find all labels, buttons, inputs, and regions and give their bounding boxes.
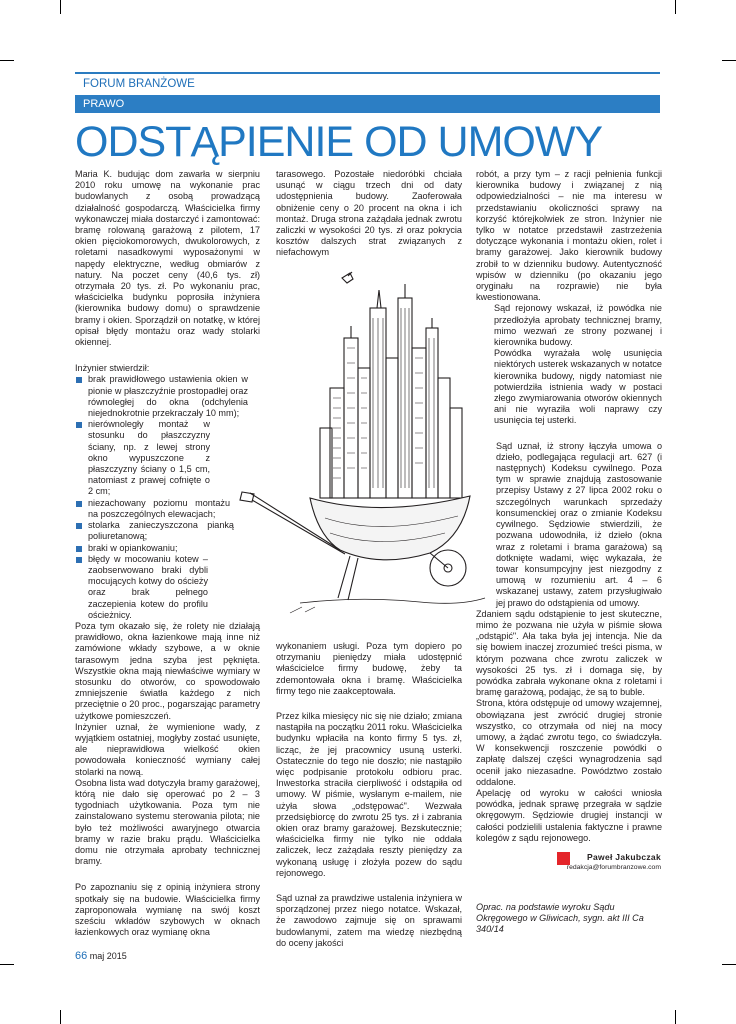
list-item: stolarka zanieczyszczona pianką poliuretanową;	[75, 520, 260, 542]
issue-date: maj 2015	[89, 951, 127, 961]
crop-mark	[675, 1010, 676, 1024]
list-item: brak prawidłowego ustawienia okien w pionie w płaszczyźnie prostopadłej oraz równoległej do okna (odchylenia niejednokrotnie przekraczały 10 mm);	[75, 374, 260, 419]
paragraph: Inżynier uznał, że wymienione wady, z wyjątkiem ostatniej, mogłyby zostać usunięte, ale nieprawidłowa wielkość okien powodowała konieczność wymiany całej stolarki na nową.	[75, 721, 260, 777]
paragraph: Powódka wyrażała wolę usunięcia niektórych usterek wskazanych w notatce kierownika budowy, nigdy natomiast nie potwierdziła istnienia wady w postaci złego zwymiarowania otworów okiennych ani nie wyraziła woli naprawy czy usunięcia tej usterki.	[494, 348, 662, 426]
list-item: braki w opiankowaniu;	[75, 543, 260, 554]
list-item: nierównoległy montaż w stosunku do płaszczyzny ściany, np. z lewej strony okno wypuszczone z płaszczyzny ściany o 1,5 cm, natomiast z prawej cofnięte o 2 cm;	[75, 419, 260, 497]
paragraph: Maria K. budując dom zawarła w sierpniu 2010 roku umowę na wykonanie prac budowlanych z osobą prowadzącą działalność gospodarczą. Właścicielka firmy wykonawczej miała dostarczyć i zamontować: bramę rolowaną garażową z pilotem, 17 okien pięciokomorowych, dwukolorowych, z roletami nasadkowymi wyposażonymi w napędy elektryczne, według obmiarów z natury. Na poczet ceny (40,6 tys. zł) otrzymała 20 tys. zł. Po wykonaniu prac, właścicielka budynku poprosiła inżyniera (kierownika budowy domu) o sprawdzenie bramy i okien. Sporządził on notatkę, w której opisał błędy montażu oraz wady stolarki okiennej.	[75, 169, 260, 348]
author-name: Paweł Jakubczak	[587, 852, 661, 862]
text-column-2-continued	[276, 641, 462, 949]
paragraph: Apelację od wyroku w całości wniosła powódka, jednak sprawę przegrała w sądzie okręgowym. Sędziowie drugiej instancji w całości podzielili ustalenia faktyczne i prawne kolegów z sądu rejonowego.	[476, 787, 662, 843]
paragraph: Strona, która odstępuje od umowy wzajemnej, obowiązana jest zwrócić drugiej stronie wszystko, co otrzymała od niej na mocy umowy, a żądać zwrotu tego, co świadczyła. W konsekwencji roszczenie powódki o zapłatę dalszej części wynagrodzenia sąd ocenił jako niezasadne. Powództwo zostało oddalone.	[476, 698, 663, 787]
paragraph: Przez kilka miesięcy nic się nie działo; zmiana nastąpiła na początku 2011 roku. Właścicielka budynku wpłaciła na konto firmy 5 tys. zł, licząc, że jej pracownicy usuną usterki. Ostatecznie do tego nie doszło; nie nastąpiło więc podpisanie protokołu odbioru prac. Inwestorka straciła cierpliwość i odstąpiła od umowy. W piśmie, wysłanym e-mailem, nie użyła słowa „odstępować". Wezwała przedsiębiorcę do zwrotu 25 tys. zł i zabrania okien oraz bramy garażowej. Bezskutecznie; właścicielka firmy nie tylko nie oddała zaliczek, lecz zażądała reszty pieniędzy za wykonaną usługę i złożyła pozew do sądu rejonowego.	[276, 711, 462, 878]
crop-mark	[0, 964, 14, 965]
page-number: 66	[75, 950, 88, 962]
section-header	[75, 72, 660, 97]
list-item: niezachowany poziomu montażu na poszczególnych elewacjach;	[75, 498, 260, 520]
subsection-header	[75, 95, 660, 113]
paragraph: wykonaniem usługi. Poza tym dopiero po otrzymaniu pieniędzy miała udostępnić właścicielce firmy budowę, żeby ta zdemontowała okna i bramę. Właścicielka firmy tego nie zaakceptowała.	[276, 641, 462, 696]
text-column-2	[276, 169, 462, 259]
crop-mark	[722, 964, 736, 965]
paragraph: Osobna lista wad dotyczyła bramy garażowej, którą nie dało się operować po 2 – 3 tygodniach użytkowania. Poza tym nie zainstalowano systemu sterowania pilota; nie było też możliwości awaryjnego otwarcia bramy w razie braku prądu. Właścicielka domu nie otrzymała aprobaty technicznej bramy.	[75, 777, 260, 867]
paragraph: Po zapoznaniu się z opinią inżyniera strony spotkały się na budowie. Właścicielka firmy zaproponowała wymianę na swój koszt sześciu wkładów szybowych w oknach łazienkowych oraz wymianę okna	[75, 882, 260, 938]
section-label: FORUM BRANŻOWE	[83, 78, 195, 90]
paragraph: robót, a przy tym – z racji pełnienia funkcji kierownika budowy i związanej z nią odpowiedzialności – nie ma interesu w przedstawianiu okoliczności sprawy na korzyść którejkolwiek ze stron. Inżynier nie tylko w notatce przedstawił zastrzeżenia dotyczące wykonania i montażu okien, rolet i bramy garażowej. Jako kierownik budowy zrobił to w dzienniku budowy. Autentyczność wpisów w dzienniku (po okazaniu jego oryginału na rozprawie) nie była kwestionowana.	[476, 169, 662, 303]
paragraph: Sąd uznał, iż strony łączyła umowa o dzieło, podlegająca regulacji art. 627 (i następnych) Kodeksu cywilnego. Poza tym w sprawie znajdują zastosowanie przepisy Ustawy z 27 lipca 2002 roku o szczególnych warunkach sprzedaży konsumenckiej oraz o zmianie Kodeksu cywilnego. Sędziowie stwierdzili, że pozwana udowodniła, iż dzieło (okna wraz z roletami i brama garażowa) są dotknięte wadami, więc wykazała, że towar konsumpcyjny jest niezgodny z umową w rozumieniu art. 4 – 6 wskazanej ustawy, zatem przysługiwało jej prawo do odstąpienia od umowy.	[496, 440, 662, 608]
paragraph: Sąd rejonowy wskazał, iż powódka nie przedłożyła aprobaty technicznej bramy, mimo wezwań ze strony pozwanej i kierownika budowy.	[494, 303, 662, 348]
text-column-3	[476, 169, 662, 844]
paragraph: tarasowego. Pozostałe niedoróbki chciała usunąć w ciągu trzech dni od daty udostępnienia budowy. Zaoferowała obniżenie ceny o 20 procent na okna i ich montaż. Druga strona zażądała jednak zwrotu zaliczki w wysokości 20 tys. zł oraz pokrycia kosztów dalszych strat związanych z niefachowym	[276, 169, 462, 258]
list-intro: Inżynier stwierdził:	[75, 363, 150, 374]
paragraph: Zdaniem sądu odstąpienie to jest skuteczne, mimo że pozwana nie użyła w piśmie słowa „odstąpić". Ała taka była jej intencja. Nie da się bowiem inaczej zrozumieć treści pisma, w którym pozwana chce zwrotu zaliczek w wysokości 25 tys. zł i domaga się, by powódka zabrała wykonane okna z roletami i bramę garażową, podając, że są to buble.	[476, 608, 662, 698]
paragraph: Poza tym okazało się, że rolety nie działają prawidłowo, okna łazienkowe mają inne niż zamówione wkłady szybowe, a w oknie tarasowym jedna szyba jest pęknięta. Wszystkie okna mają niewłaściwe wymiary w stosunku do otworów, co spowodowało zmniejszenie światła każdego z nich przeciętnie o 20 proc., pogarszając parametry użytkowe pomieszczeń.	[75, 620, 260, 721]
crop-mark	[675, 0, 676, 14]
crop-mark	[0, 60, 14, 61]
crop-mark	[60, 1010, 61, 1024]
paragraph: Sąd uznał za prawdziwe ustalenia inżyniera w sporządzonej przez niego notatce. Wskazał, że zawodowo zajmuje się on sprawami budowlanymi, zatem ma wiedzę niezbędną do oceny jakości	[276, 893, 462, 948]
crop-mark	[60, 0, 61, 14]
article-title: ODSTĄPIENIE OD UMOWY	[75, 118, 603, 166]
author-email[interactable]: redakcja@forumbranzowe.com	[566, 864, 661, 871]
crop-mark	[722, 60, 736, 61]
list-item: błędy w mocowaniu kotew – zaobserwowano braki dybli mocujących kotwy do ościeży oraz brak pełnego zaczepienia kotew do profilu ościeżnicy.	[75, 554, 260, 621]
source-note: Oprac. na podstawie wyroku Sądu Okręgowego w Gliwicach, sygn. akt III Ca 340/14	[476, 902, 644, 935]
page-footer	[75, 950, 127, 962]
subsection-label: PRAWO	[83, 98, 125, 110]
wheelbarrow-city-illustration-icon	[230, 268, 490, 620]
